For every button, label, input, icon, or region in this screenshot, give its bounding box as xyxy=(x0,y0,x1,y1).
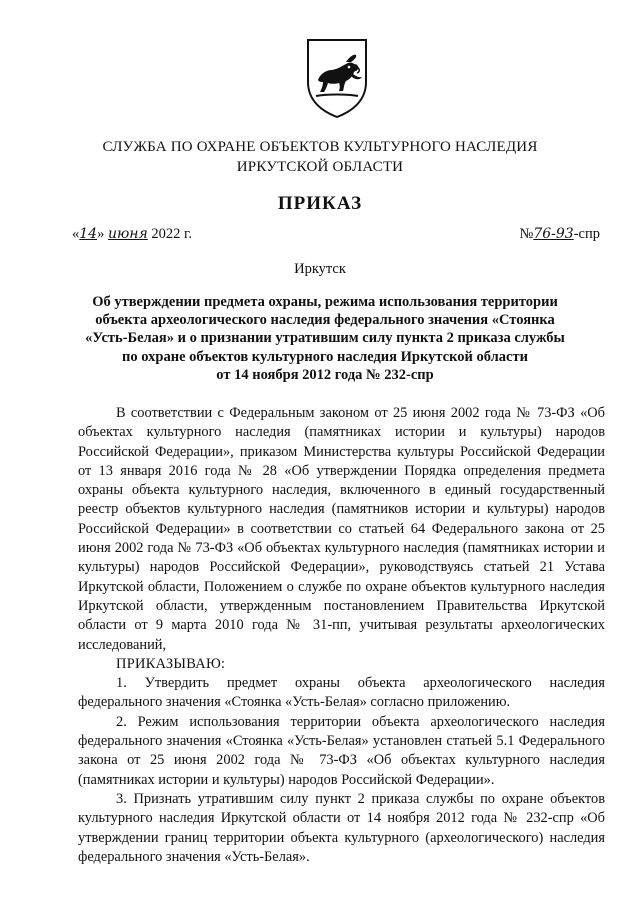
preamble-paragraph: В соответствии с Федеральным законом от 25 июня 2002 года № 73-ФЗ «Об объектах культурного наследия (памятниках истории и культуры) народов Российской Федерации», приказом Министерства культуры Российской Федерации от 13 января 2016 года № 28 «Об утверждении Порядка определения предмета охраны объекта культурного наследия, включенного в единый государственный реестр объектов культурного наследия (памятников истории и культуры) народов Российской Федерации» в соответствии со статьей 64 Федерального закона от 25 июня 2002 года № 73-ФЗ «Об объектах культурного наследия (памятниках истории и культуры) народов Российской Федерации», руководствуясь статьей 21 Устава Иркутской области, Положением о службе по охране объектов культурного наследия Иркутской области, утвержденным постановлением Правительства Иркутской области от 9 марта 2010 года № 31-пп, учитывая результаты археологических исследований, xyxy=(78,405,605,653)
order-item-1: 1. Утвердить предмет охраны объекта археологического наследия федерального значения «Стоянка «Усть-Белая» согласно приложению. xyxy=(78,675,605,711)
document-number xyxy=(520,226,600,243)
subject-line: Об утверждении предмета охраны, режима использования территории xyxy=(92,294,558,310)
document-city: Иркутск xyxy=(294,261,346,277)
document-subject xyxy=(60,293,590,384)
organization-name-line2: ИРКУТСКОЙ ОБЛАСТИ xyxy=(236,159,404,175)
document-type-title: ПРИКАЗ xyxy=(277,193,363,214)
subject-line: «Усть-Белая» и о признании утратившим силу пункта 2 приказа службы xyxy=(85,330,565,347)
date-close-quote: » xyxy=(97,226,105,242)
date-day-handwritten: 14 xyxy=(79,226,98,242)
subject-line: от 14 ноября 2012 года № 232-спр xyxy=(216,366,434,383)
order-item-3: 3. Признать утратившим силу пункт 2 приказа службы по охране объектов культурного наследия Иркутской области от 14 ноября 2012 года № 232-спр «Об утверждении границ территории объекта культурного (археологического) наследия федерального значения «Усть-Белая». xyxy=(78,790,605,865)
decree-word: ПРИКАЗЫВАЮ: xyxy=(116,655,226,672)
subject-line: объекта археологического наследия федерального значения «Стоянка xyxy=(95,312,555,329)
number-prefix: № xyxy=(519,226,534,242)
subject-line: по охране объектов культурного наследия Иркутской области xyxy=(122,348,528,365)
number-suffix: -спр xyxy=(573,226,600,242)
date-year: 2022 г. xyxy=(151,226,192,242)
document-body xyxy=(78,404,605,867)
irkutsk-coat-of-arms-icon xyxy=(302,36,372,120)
document-date xyxy=(72,226,192,243)
date-open-quote: « xyxy=(72,226,80,242)
date-month-handwritten: июня xyxy=(107,226,148,242)
organization-name-line1: СЛУЖБА ПО ОХРАНЕ ОБЪЕКТОВ КУЛЬТУРНОГО НАСЛЕДИЯ xyxy=(102,139,538,155)
order-item-2: 2. Режим использования территории объекта археологического наследия федерального значения «Стоянка «Усть-Белая» установлен статьей 5.1 Федерального закона от 25 июня 2002 года № 73-ФЗ «Об объектах культурного наследия (памятниках истории и культуры) народов Российской Федерации». xyxy=(78,713,605,788)
number-value-handwritten: 76-93 xyxy=(533,226,574,242)
